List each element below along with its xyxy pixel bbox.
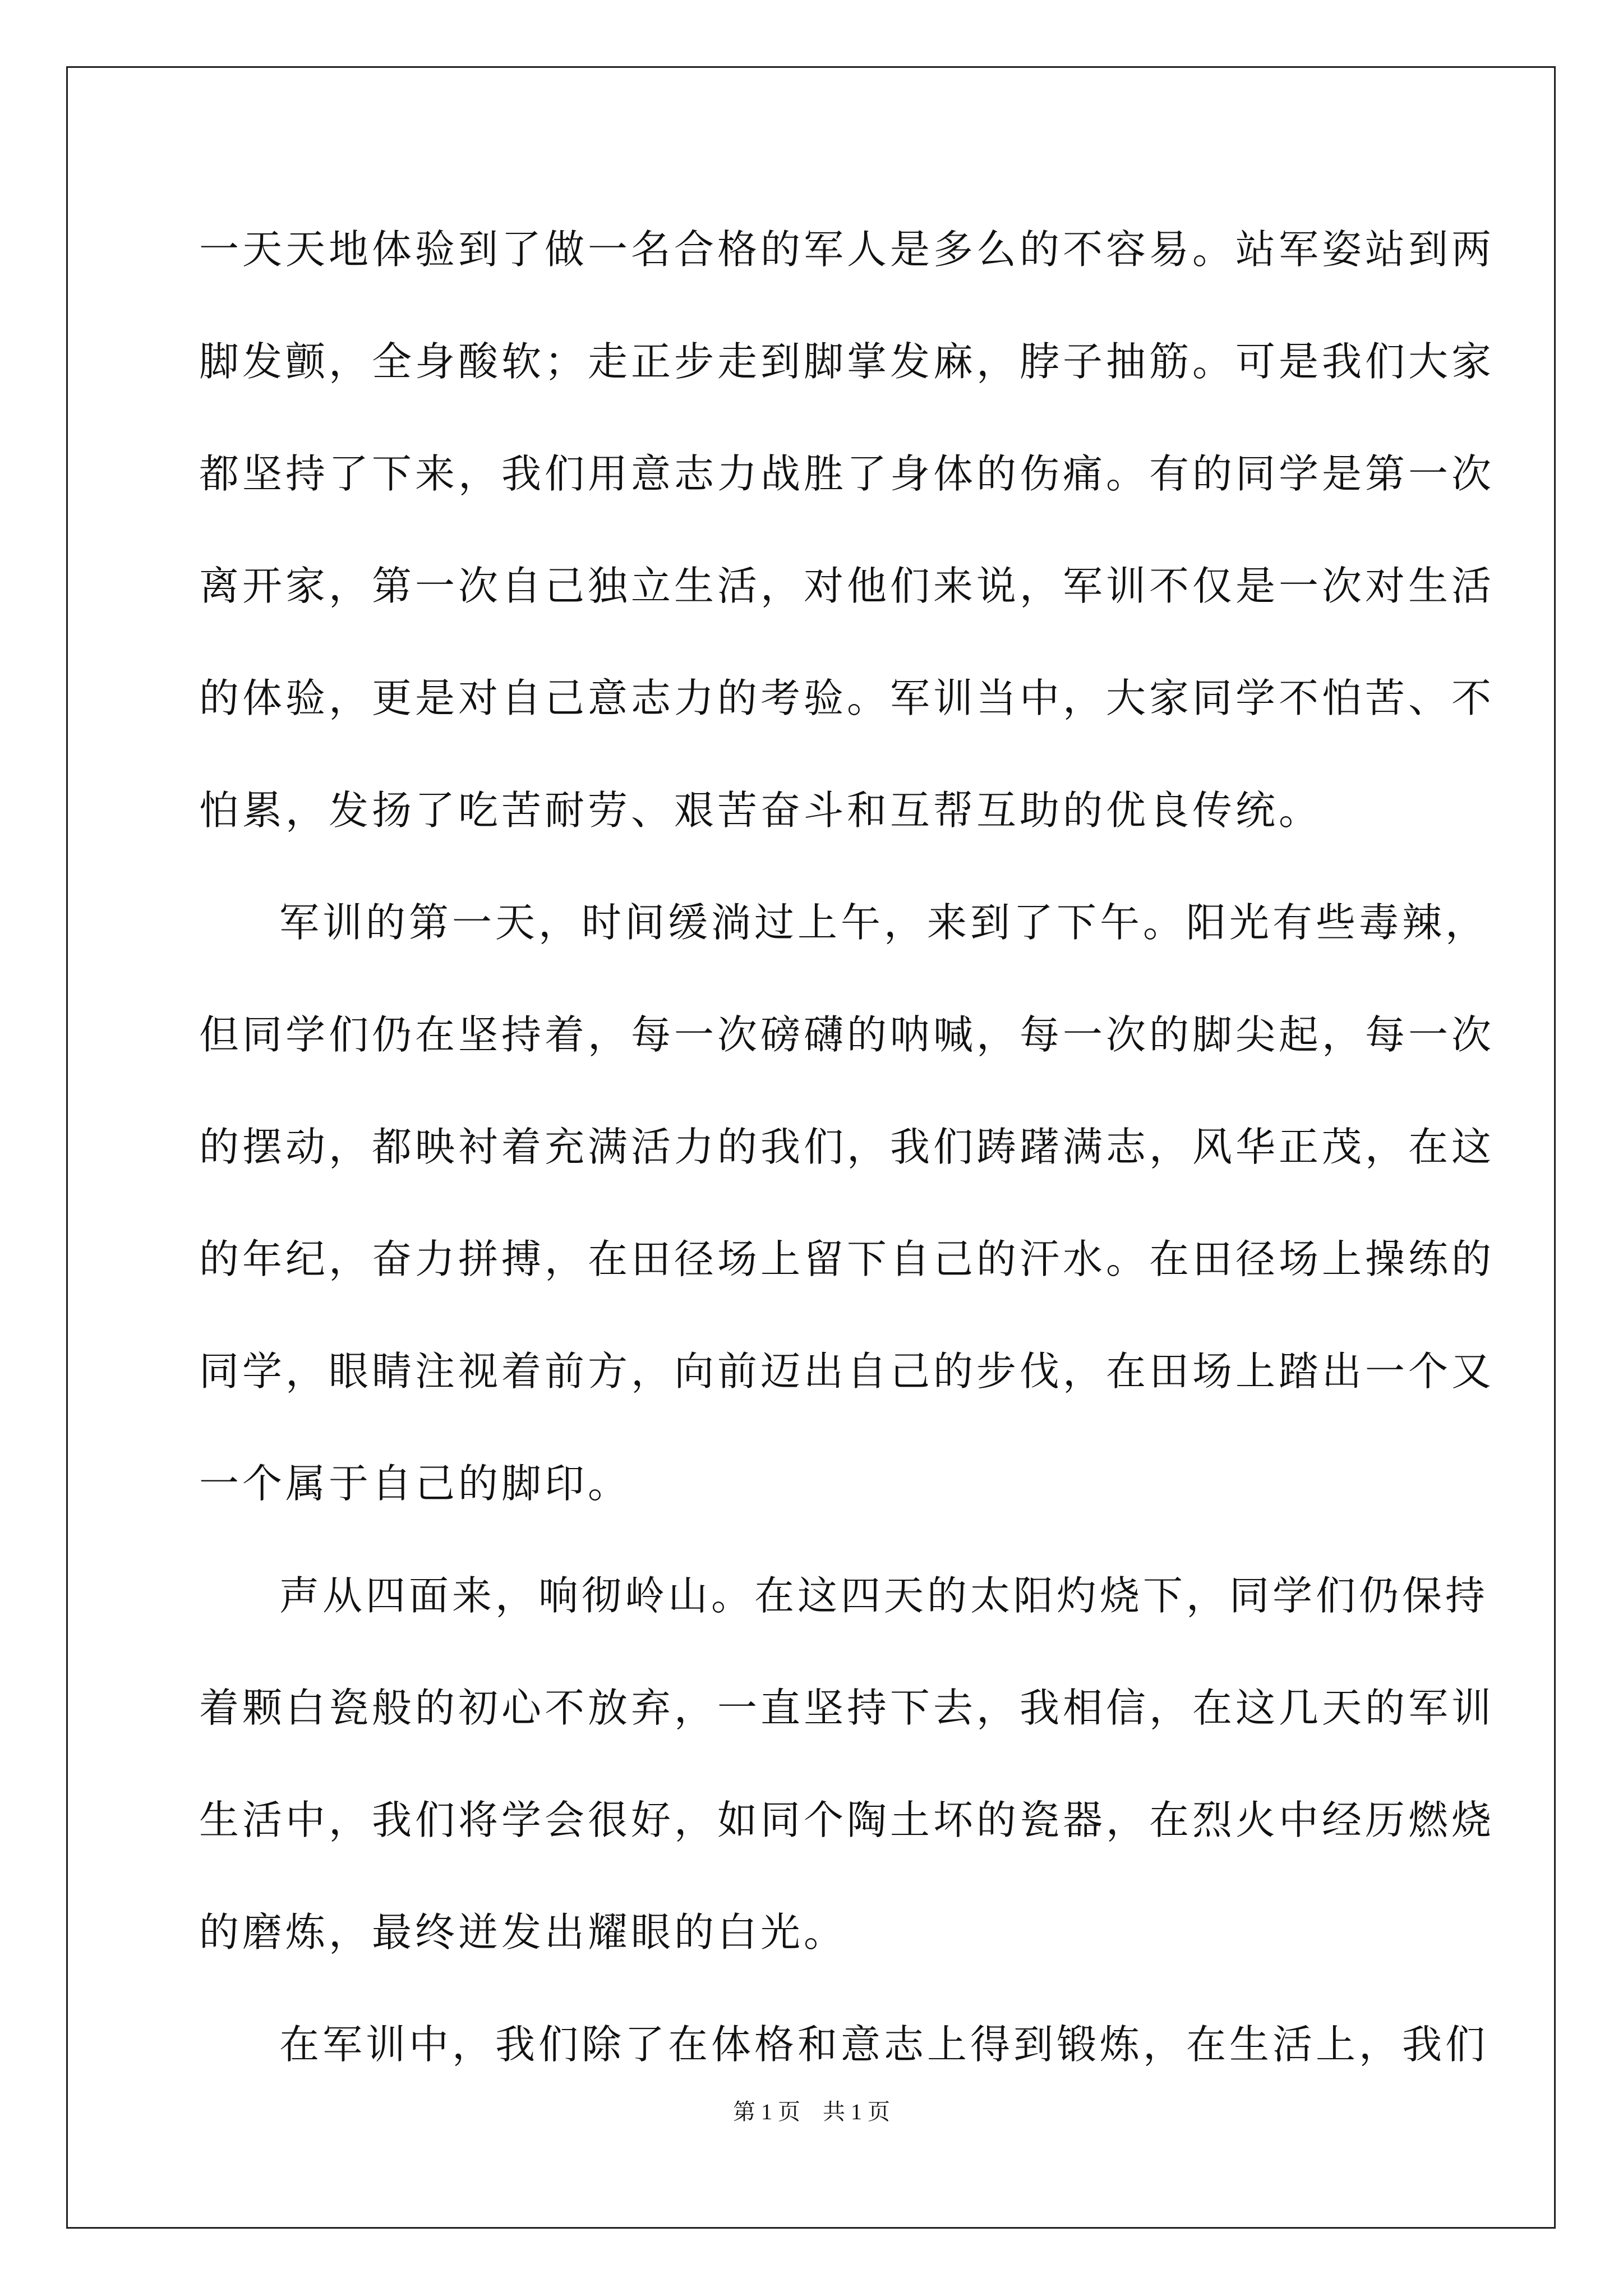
- page-number-footer: 第 1 页 共 1 页: [733, 2099, 890, 2124]
- paragraph-4-line-1: 在军训中，我们除了在体格和意志上得到锻炼，在生活上，我们: [279, 2021, 1489, 2068]
- paragraph-2-line-2: 但同学们仍在坚持着，每一次磅礴的呐喊，每一次的脚尖起，每一次: [199, 1011, 1495, 1058]
- paragraph-1-line-3: 都坚持了下来，我们用意志力战胜了身体的伤痛。有的同学是第一次: [199, 450, 1495, 497]
- paragraph-2-line-4: 的年纪，奋力拼搏，在田径场上留下自己的汗水。在田径场上操练的: [199, 1236, 1495, 1282]
- paragraph-1-line-5: 的体验，更是对自己意志力的考验。军训当中，大家同学不怕苦、不: [199, 675, 1495, 721]
- paragraph-2-line-3: 的摆动，都映衬着充满活力的我们，我们踌躇满志，风华正茂，在这: [199, 1124, 1495, 1170]
- paragraph-1-line-6: 怕累，发扬了吃苦耐劳、艰苦奋斗和互帮互助的优良传统。: [199, 787, 1322, 834]
- paragraph-2-line-1: 军训的第一天，时间缓淌过上午，来到了下午。阳光有些毒辣，: [279, 899, 1489, 946]
- paragraph-2-line-6: 一个属于自己的脚印。: [199, 1460, 631, 1507]
- paragraph-3-line-3: 生活中，我们将学会很好，如同个陶土坏的瓷器，在烈火中经历燃烧: [199, 1797, 1495, 1843]
- paragraph-2-line-5: 同学，眼睛注视着前方，向前迈出自己的步伐，在田场上踏出一个又: [199, 1348, 1495, 1395]
- paragraph-1-line-1: 一天天地体验到了做一名合格的军人是多么的不容易。站军姿站到两: [199, 226, 1495, 273]
- paragraph-1-line-4: 离开家，第一次自己独立生活，对他们来说，军训不仅是一次对生活: [199, 563, 1495, 609]
- paragraph-3-line-4: 的磨炼，最终迸发出耀眼的白光。: [199, 1909, 847, 1955]
- paragraph-1-line-2: 脚发颤，全身酸软；走正步走到脚掌发麻，脖子抽筋。可是我们大家: [199, 338, 1495, 385]
- paragraph-3-line-1: 声从四面来，响彻岭山。在这四天的太阳灼烧下，同学们仍保持: [279, 1572, 1489, 1619]
- paragraph-3-line-2: 着颗白瓷般的初心不放弃，一直坚持下去，我相信，在这几天的军训: [199, 1685, 1495, 1731]
